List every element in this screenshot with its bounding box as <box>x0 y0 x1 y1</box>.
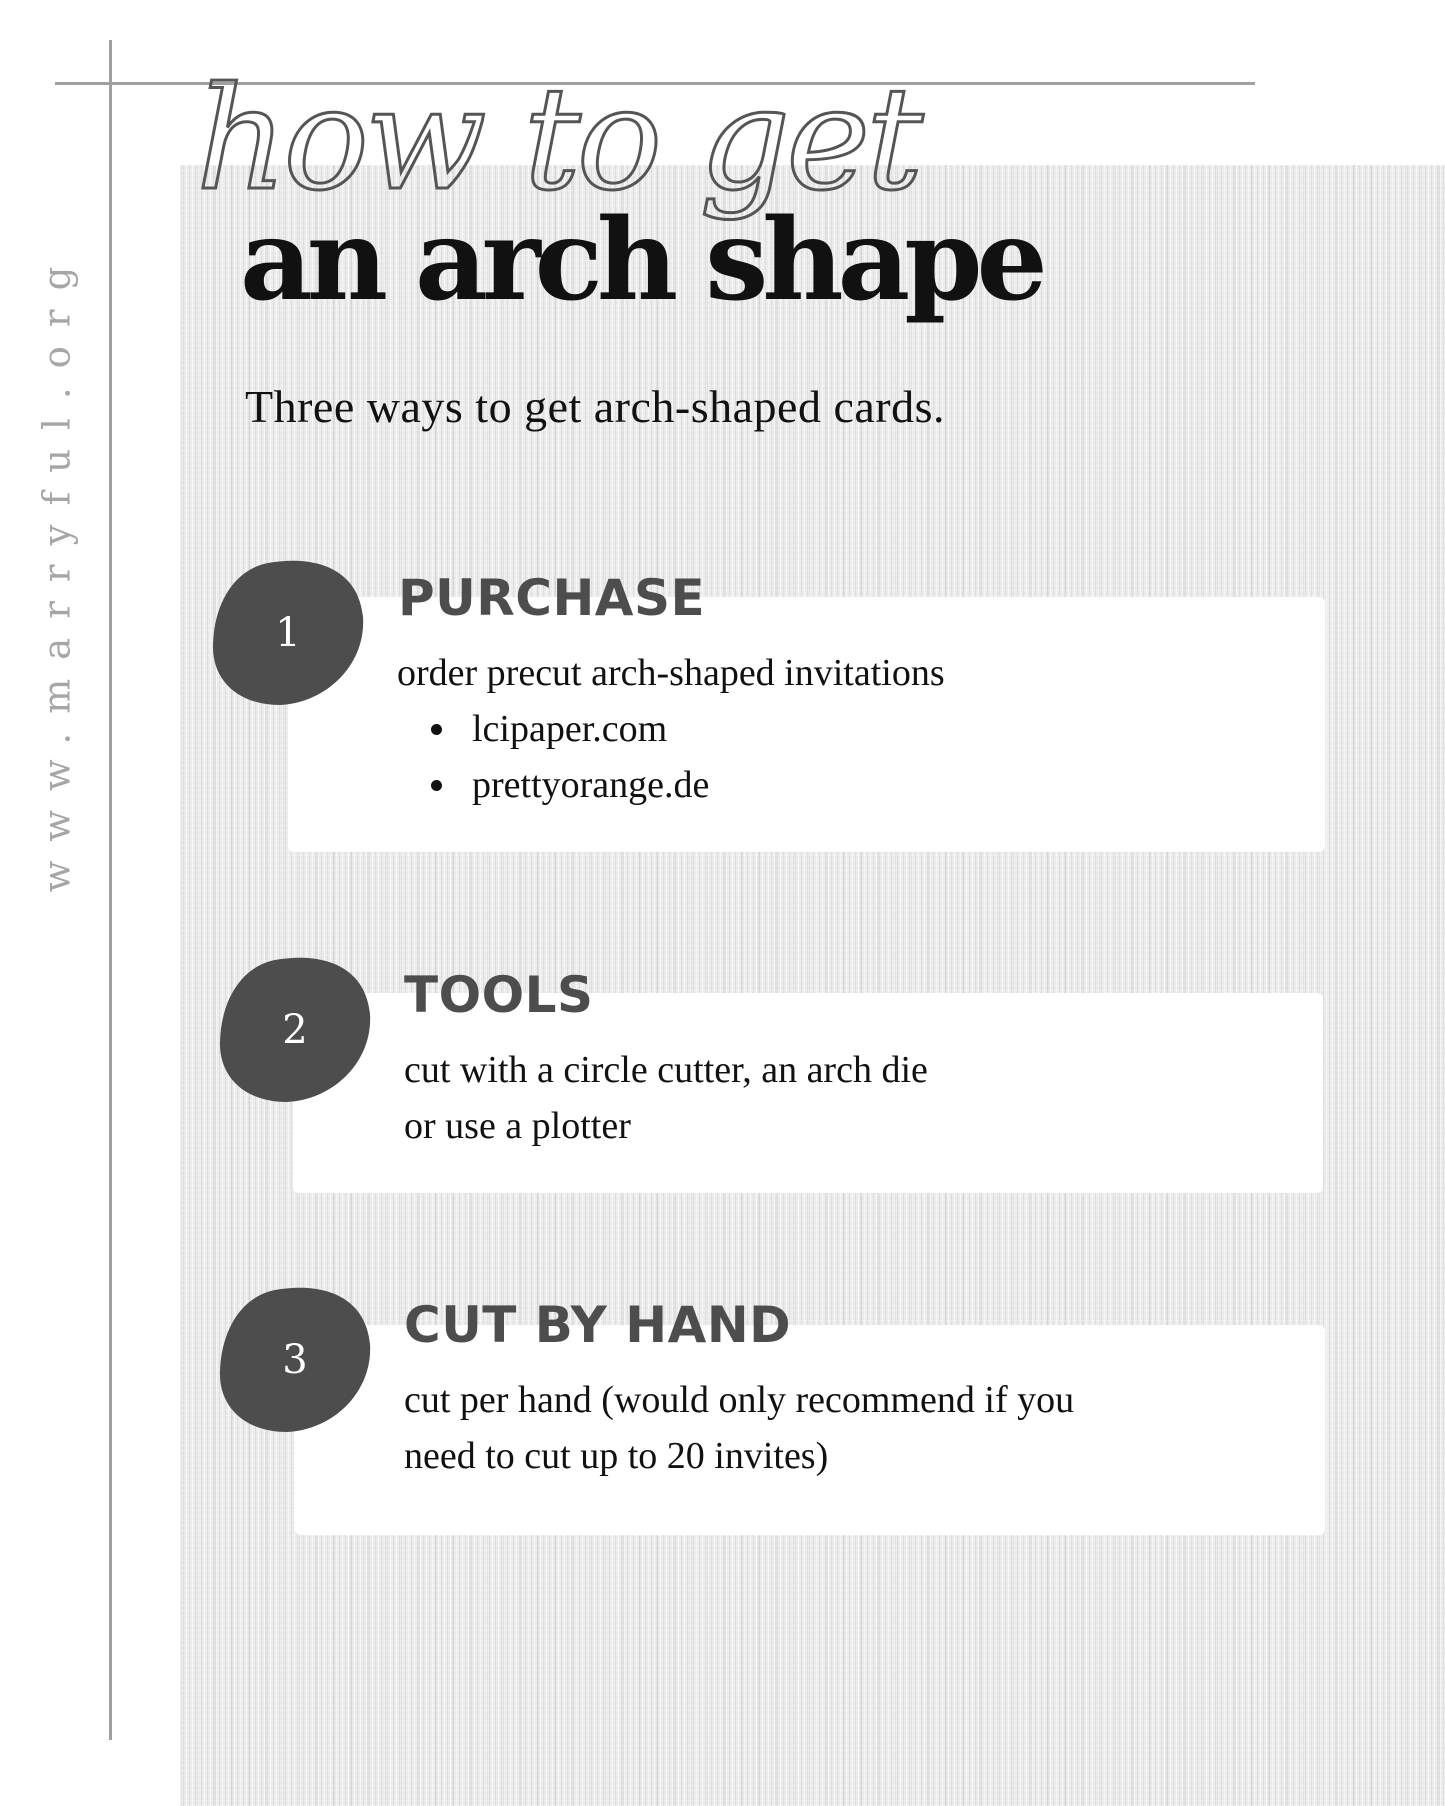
link-prettyorange[interactable]: prettyorange.de <box>472 764 710 806</box>
left-vertical-rule <box>109 40 112 1740</box>
step-1-heading: PURCHASE <box>398 569 706 627</box>
link-item-prettyorange[interactable] <box>425 757 709 813</box>
subtitle: Three ways to get arch-shaped cards. <box>245 381 946 432</box>
step-3-line-2: need to cut up to 20 invites) <box>404 1435 829 1477</box>
step-3-line-1: cut per hand (would only recommend if you <box>404 1379 1075 1421</box>
link-item-lcipaper[interactable] <box>425 701 709 757</box>
step-2-number: 2 <box>282 1006 308 1053</box>
step-2-badge <box>215 952 375 1107</box>
link-lcipaper[interactable]: lcipaper.com <box>472 708 668 750</box>
site-url[interactable]: www.marryful.org <box>35 247 79 893</box>
step-2-text <box>404 1042 928 1154</box>
step-1-link-list <box>425 701 709 813</box>
step-1-badge <box>208 555 368 710</box>
step-2-heading: TOOLS <box>404 966 594 1024</box>
step-1-text: order precut arch-shaped invitations <box>397 652 945 694</box>
bullet-icon <box>431 780 442 791</box>
step-1-number: 1 <box>275 609 301 656</box>
bullet-icon <box>431 724 442 735</box>
step-3-badge <box>215 1282 375 1437</box>
step-3-number: 3 <box>282 1336 308 1383</box>
main-title: an arch shape <box>240 195 1042 326</box>
step-3-text <box>404 1372 1074 1484</box>
step-2-line-2: or use a plotter <box>404 1105 631 1147</box>
step-2-line-1: cut with a circle cutter, an arch die <box>404 1049 928 1091</box>
script-title-text: how to get <box>196 57 920 222</box>
step-3-heading: CUT BY HAND <box>404 1296 792 1354</box>
